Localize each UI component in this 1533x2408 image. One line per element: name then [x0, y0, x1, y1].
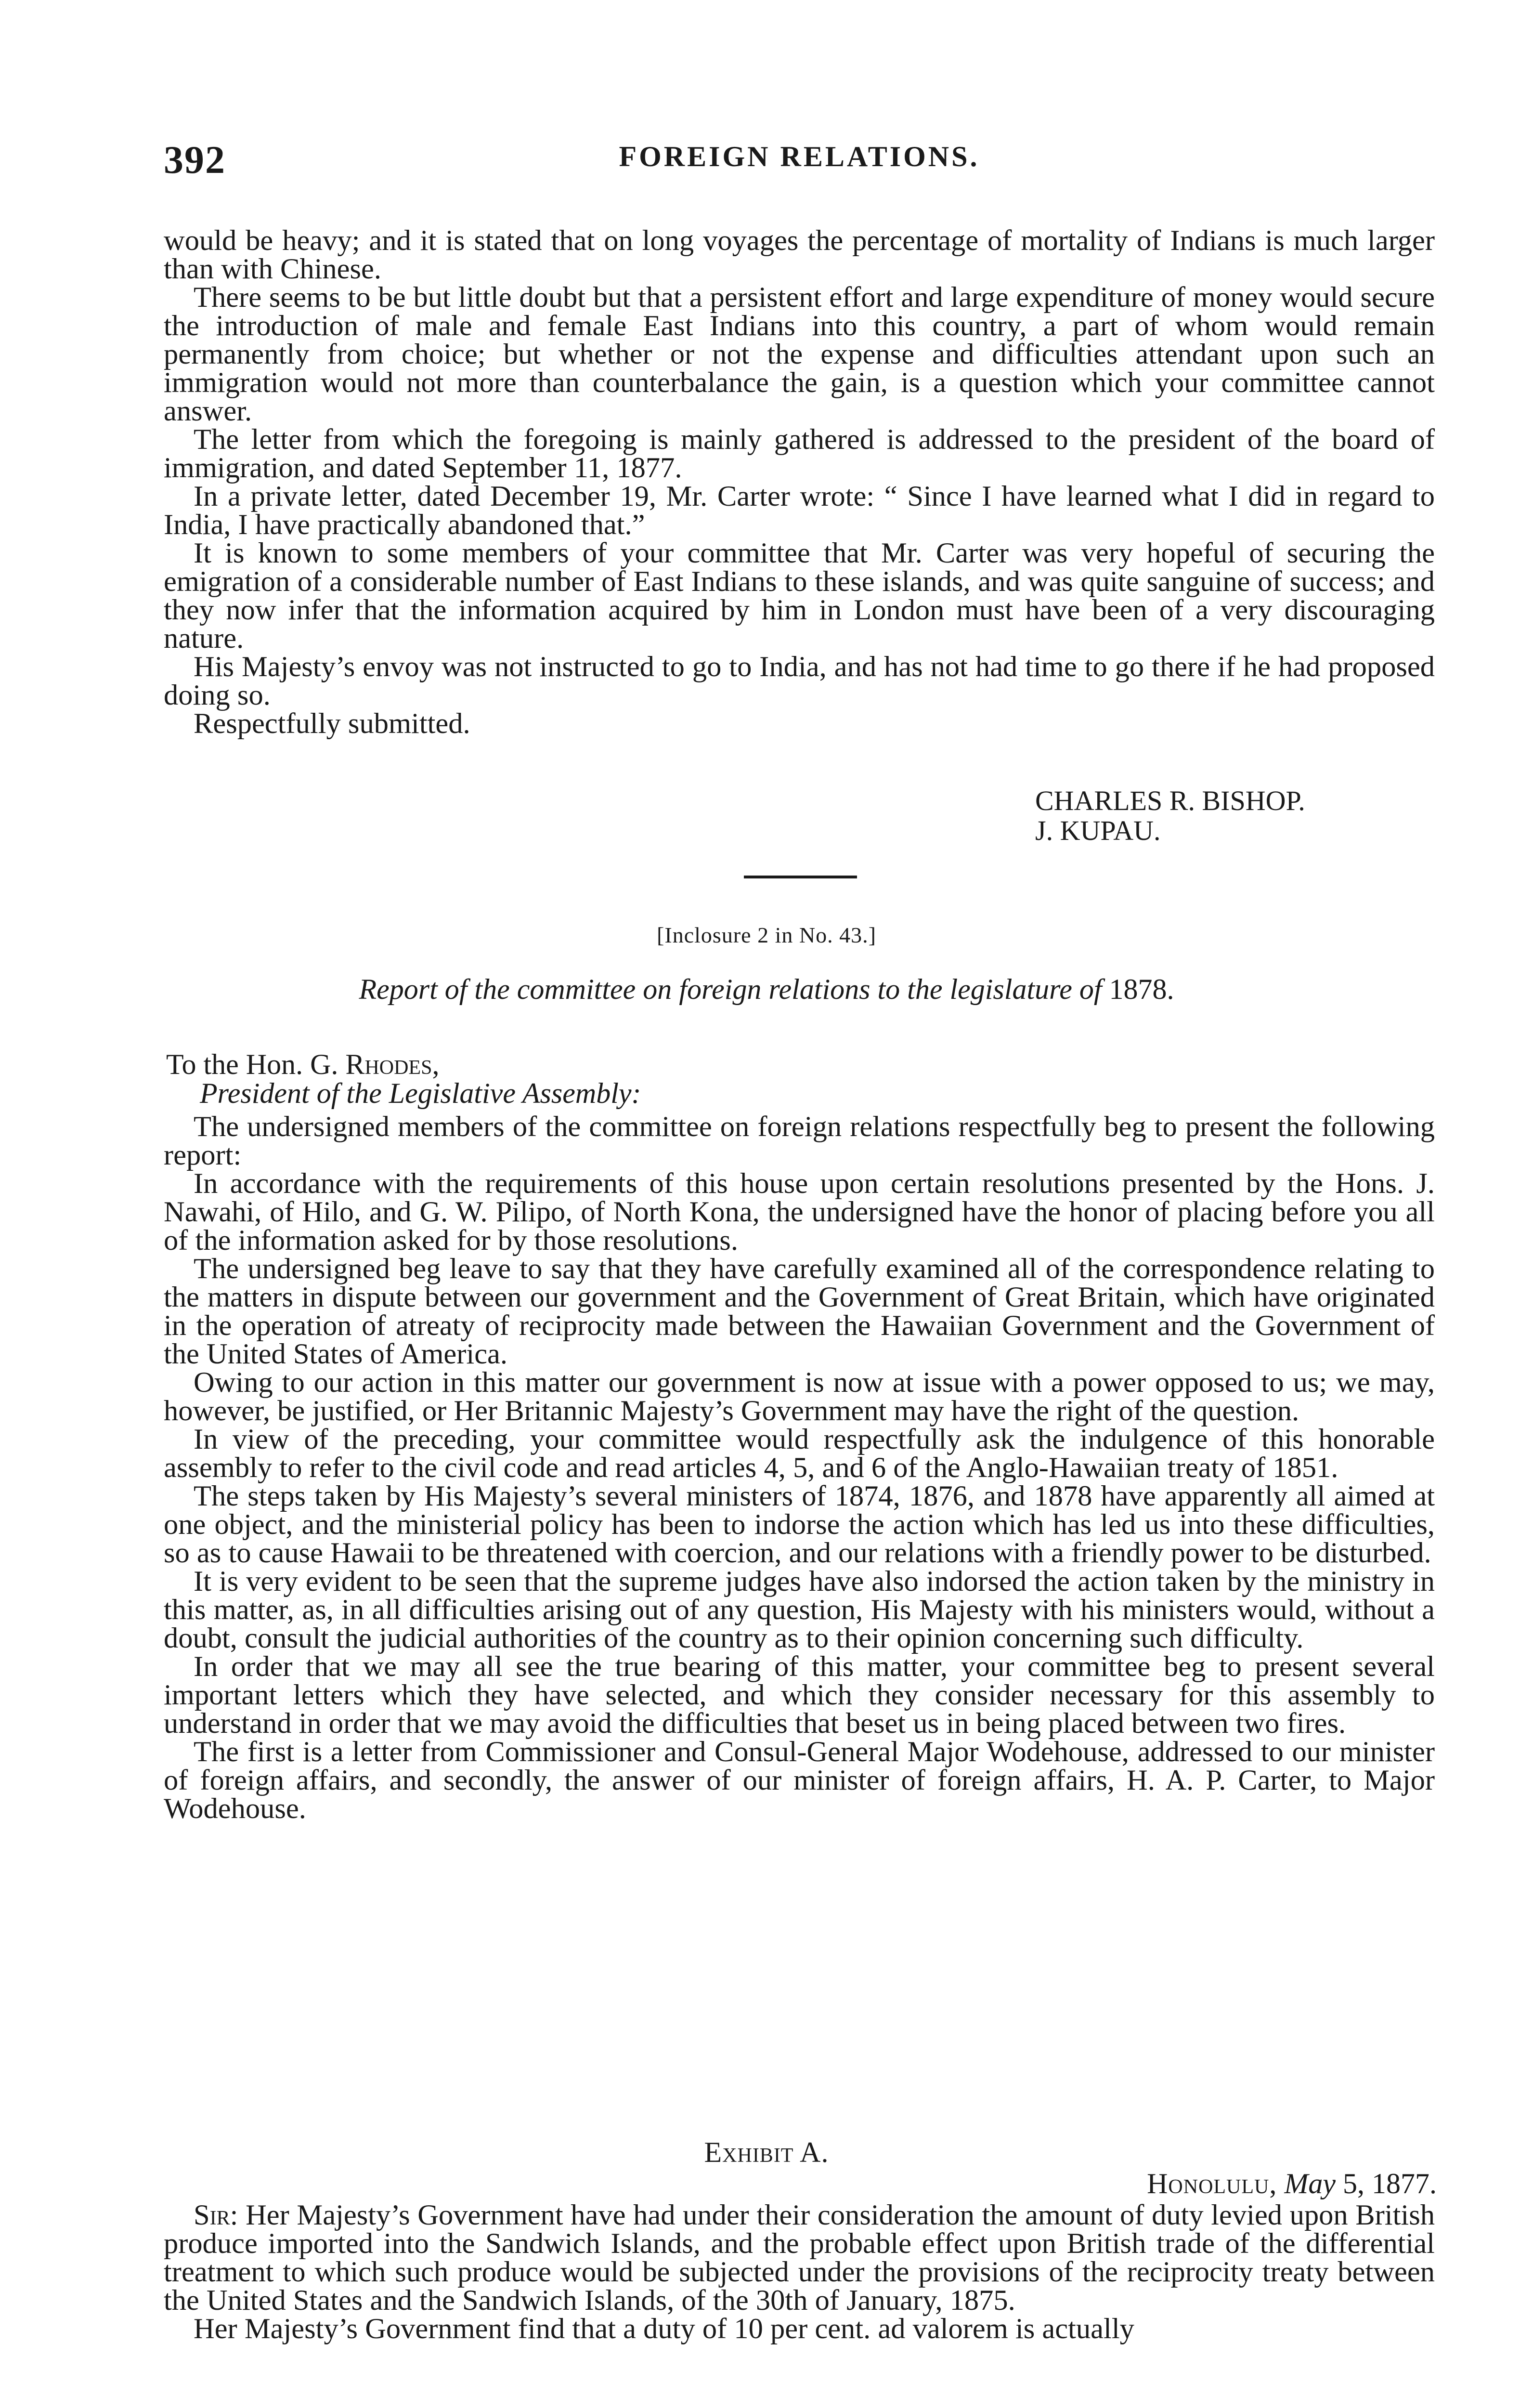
signature-name: J. KUPAU. [1035, 815, 1161, 846]
paragraph: Her Majesty’s Government find that a duty of 10 per cent. ad valorem is actually [194, 2313, 1134, 2345]
address-title: President of the Legislative Assembly: [200, 1077, 641, 1109]
paragraph [164, 2201, 1435, 2315]
report-title-year: 1878. [1109, 973, 1174, 1005]
address-block [166, 1050, 641, 1108]
dateline-place: Honolulu, [1147, 2168, 1277, 2199]
exhibit-heading: Exhibit A. [704, 2136, 829, 2168]
address-line [166, 1050, 641, 1079]
page-header [164, 137, 1435, 195]
report-title [0, 973, 1533, 1006]
dateline-date: 5, 1877. [1343, 2168, 1437, 2199]
inclosure-label: [Inclosure 2 in No. 43.] [657, 923, 876, 947]
paragraph: In order that we may all see the true bearing of this matter, your committee beg to present several important letters which they have selected, and which they consider necessary for this assembly to understand in order that we may avoid the difficulties that beset us in being placed between two fires. [164, 1650, 1435, 1740]
signature-name: CHARLES R. BISHOP. [1035, 785, 1305, 816]
paragraph: In accordance with the requirements of this house upon certain resolutions presented by the Hons. J. Nawahi, of Hilo, and G. W. Pilipo, of North Kona, the undersigned have the honor of placing before you all of the information asked for by those resolutions. [164, 1167, 1435, 1256]
paragraph: The steps taken by His Majesty’s several ministers of 1874, 1876, and 1878 have apparently all aimed at one object, and the ministerial policy has been to indorse the action which has led us into these difficulties, so as to cause Hawaii to be threatened with coercion, and our relations with a friendly power to be disturbed. [164, 1480, 1435, 1569]
paragraph: Owing to our action in this matter our government is now at issue with a power opposed to us; we may, however, be justified, or Her Britannic Majesty’s Government may have the right of the question. [164, 1366, 1435, 1427]
paragraph: In view of the preceding, your committee would respectfully ask the indulgence of this honorable assembly to refer to the civil code and read articles 4, 5, and 6 of the Anglo-Hawaiian treaty of 1851. [164, 1423, 1435, 1484]
exhibit-letter [164, 2201, 1435, 2343]
paragraph: His Majesty’s envoy was not instructed to go to India, and has not had time to go there if he had proposed doing so. [164, 651, 1435, 711]
paragraph-text: Her Majesty’s Government have had under their consideration the amount of duty levied upon British produce imported into the Sandwich Islands, and the probable effect upon British trade of the differential treatment to which such produce would be subjected under the provisions of the reciprocity treaty between the United States and the Sandwich Islands, of the 30th of January, 1875. [164, 2199, 1435, 2316]
paragraph: The first is a letter from Commissioner and Consul-General Major Wodehouse, addressed to our minister of foreign affairs, and secondly, the answer of our minister of foreign affairs, H. A. P. Carter, to Major Wodehouse. [164, 1736, 1435, 1825]
section-divider [744, 876, 857, 878]
letter-dateline [1147, 2167, 1437, 2200]
paragraph: In a private letter, dated December 19, Mr. Carter wrote: “ Since I have learned what I did in regard to India, I have practically abandoned that.” [164, 480, 1435, 541]
running-head: FOREIGN RELATIONS. [619, 141, 980, 172]
paragraph: Respectfully submitted. [194, 707, 470, 740]
report-body [164, 1112, 1435, 1823]
report-title-text: Report of the committee on foreign relations to the legislature of [359, 973, 1102, 1005]
paragraph: It is known to some members of your committee that Mr. Carter was very hopeful of securing the emigration of a considerable number of East Indians to these islands, and was quite sanguine of success; and they now infer that the information acquired by him in London must have been of a very discouraging nature. [164, 537, 1435, 654]
salutation: Sir: [194, 2199, 238, 2231]
paragraph: It is very evident to be seen that the supreme judges have also indorsed the action taken by the ministry in this matter, as, in all difficulties arising out of any question, His Majesty with his ministers would, without a doubt, consult the judicial authorities of the country as to their opinion concerning such difficulty. [164, 1565, 1435, 1654]
committee-report-ending [164, 226, 1435, 738]
paragraph: would be heavy; and it is stated that on long voyages the percentage of mortality of Indians is much larger than with Chinese. [164, 224, 1435, 285]
page-number: 392 [164, 138, 226, 182]
paragraph: The undersigned beg leave to say that they have carefully examined all of the correspondence relating to the matters in dispute between our government and the Government of Great Britain, which have originated in the operation of atreaty of reciprocity made between the Hawaiian Government and the Government of the United States of America. [164, 1253, 1435, 1370]
address-prefix: To the Hon. G. [166, 1048, 338, 1080]
dateline-month: May [1284, 2168, 1336, 2199]
address-name: Rhodes, [345, 1048, 440, 1080]
paragraph: The undersigned members of the committee on foreign relations respectfully beg to present the following report: [164, 1111, 1435, 1171]
signature-block [1035, 786, 1420, 846]
paragraph: There seems to be but little doubt but that a persistent effort and large expenditure of money would secure the introduction of male and female East Indians into this country, a part of whom would remain permanently from choice; but whether or not the expense and difficulties attendant upon such an immigration would not more than counterbalance the gain, is a question which your committee cannot answer. [164, 281, 1435, 427]
paragraph: The letter from which the foregoing is mainly gathered is addressed to the president of the board of immigration, and dated September 11, 1877. [164, 423, 1435, 484]
